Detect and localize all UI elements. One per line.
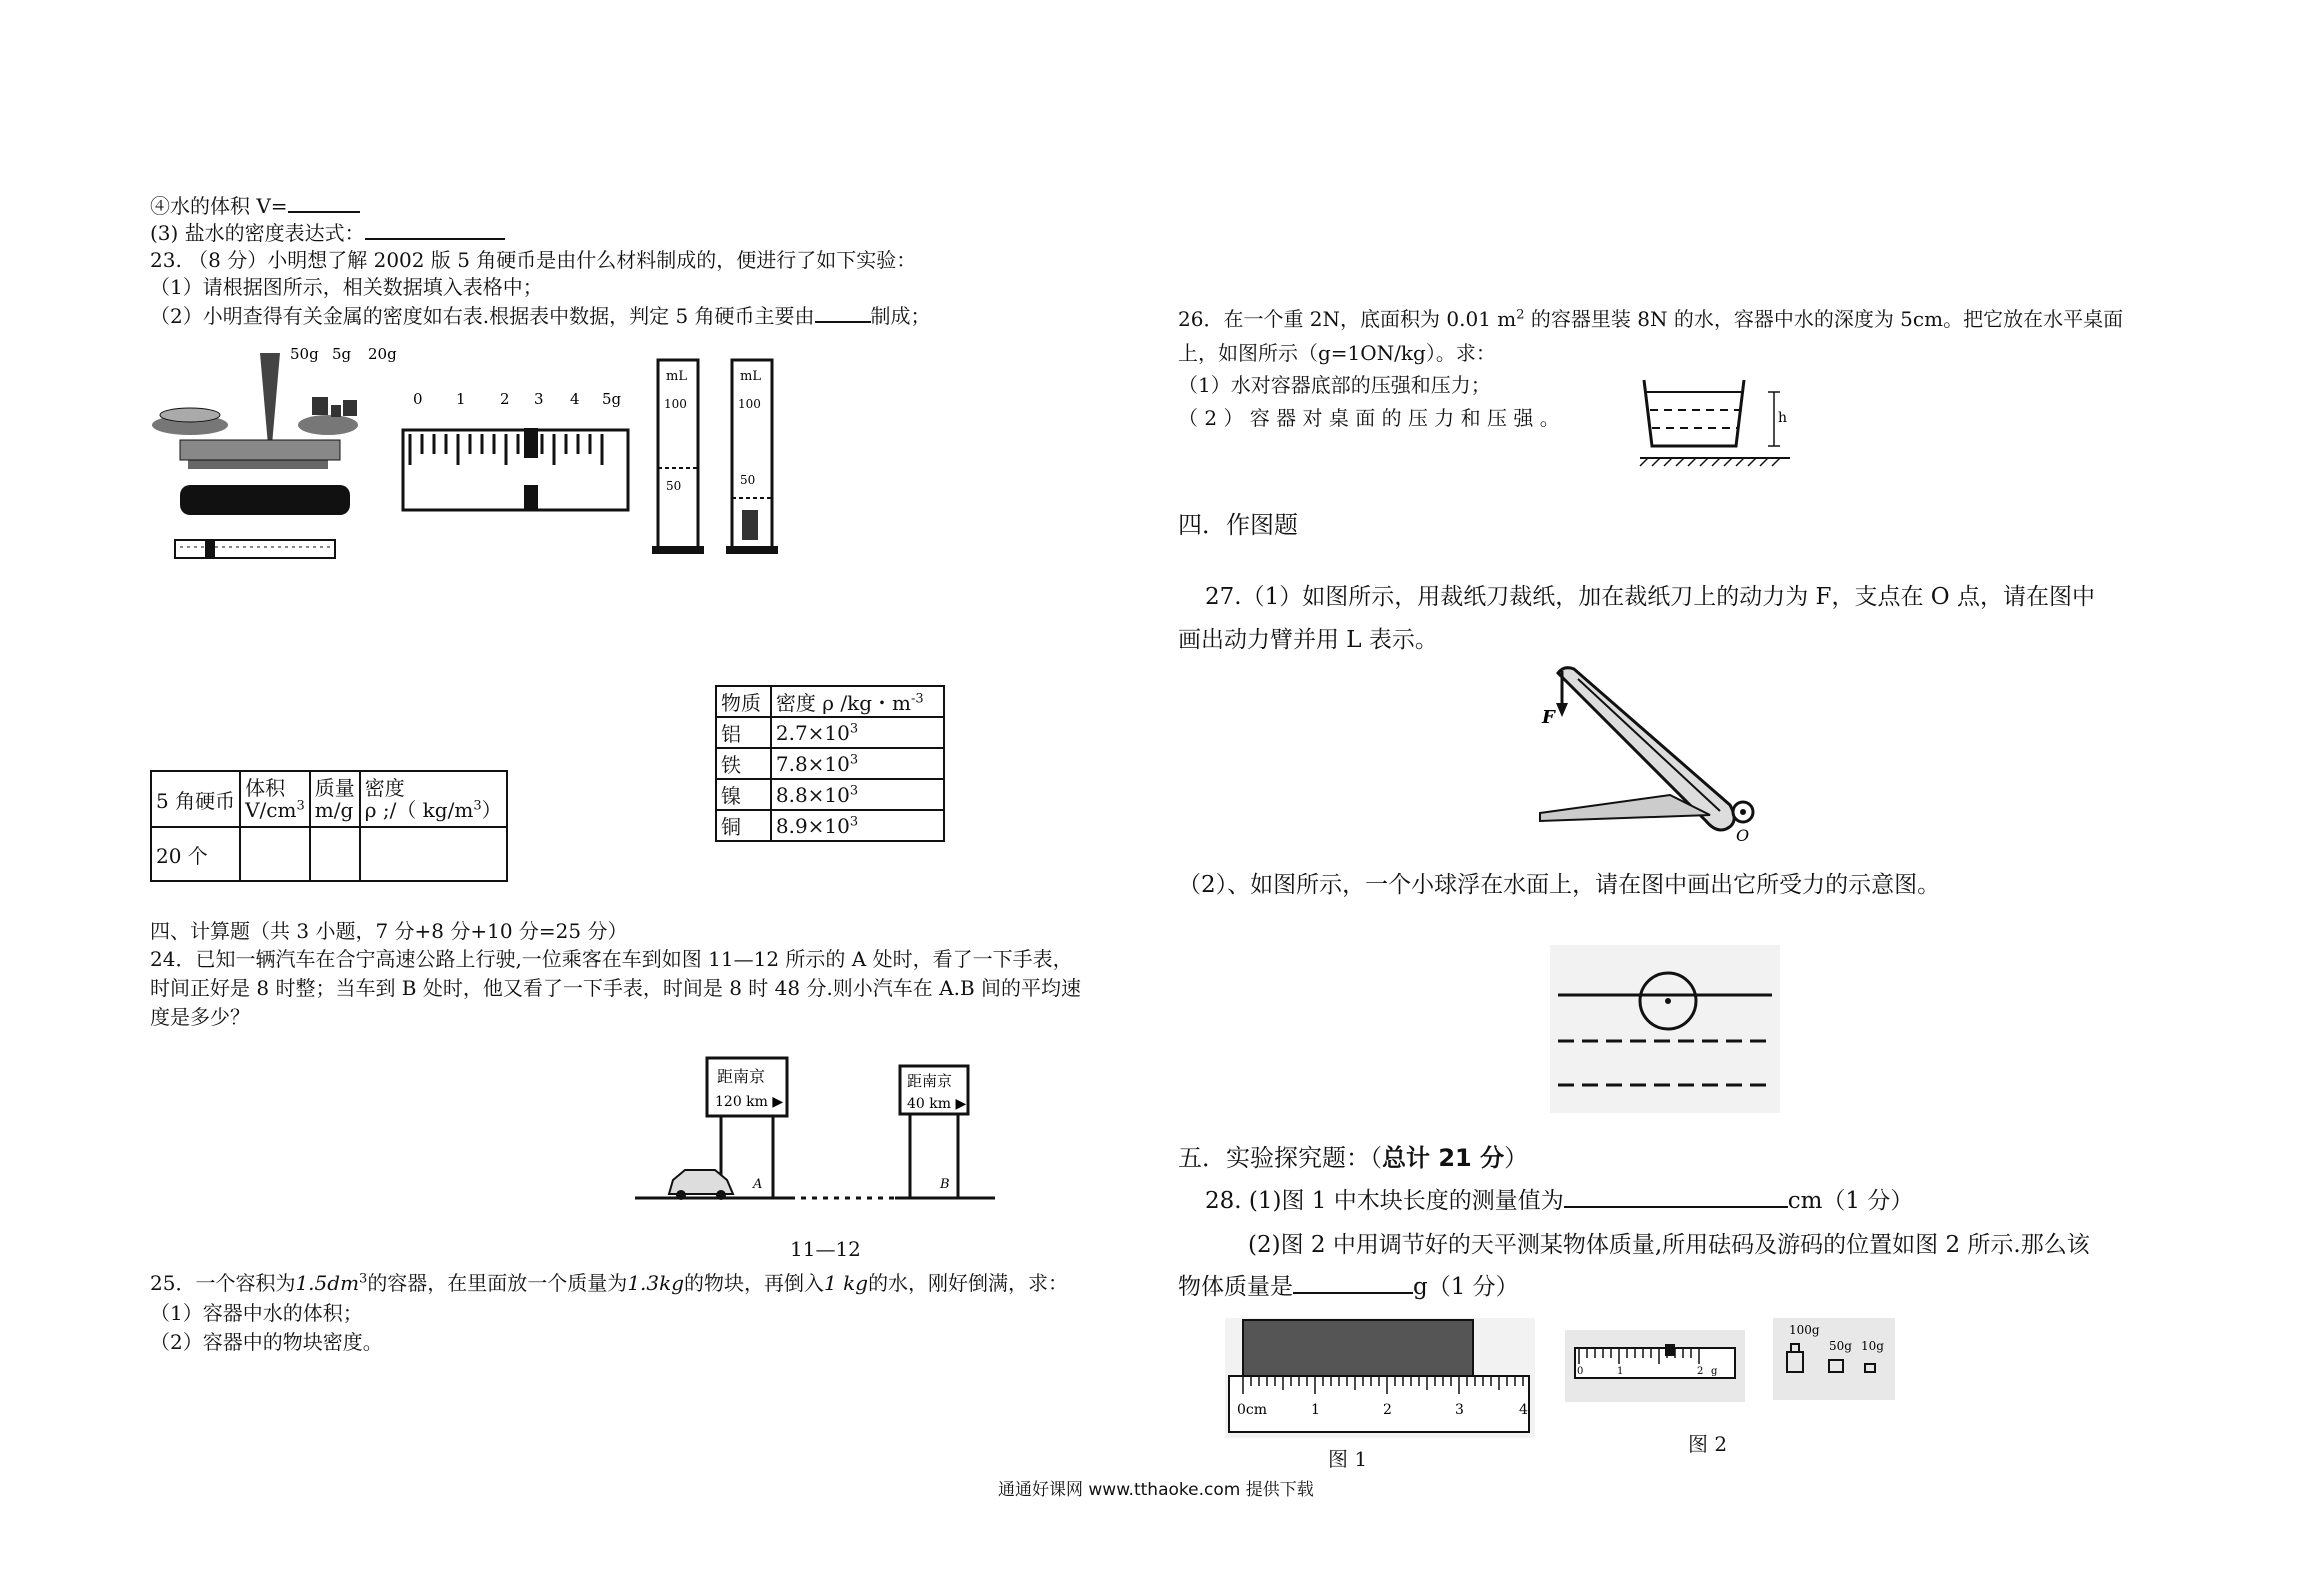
sign-b-title: 距南京 [907, 1072, 953, 1090]
cyl1-mid: 50 [666, 479, 682, 493]
block-ruler-figure [1225, 1318, 1535, 1440]
weight-label-50g: 50g [290, 345, 319, 363]
page-footer: 通通好课网 www.tthaoke.com 提供下载 [998, 1480, 1314, 1500]
coin-header-volume: 体积 $V/cm^3$ [240, 771, 310, 827]
sign-a-title: 距南京 [717, 1067, 766, 1086]
fig2-tick-g: g [1711, 1366, 1718, 1377]
sign-b-point: B [940, 1177, 950, 1192]
q26-line2: 上，如图所示（g=1ON/kg）。求： [1178, 341, 1496, 365]
density-value-fe: $7.8\times 10^3$ [771, 748, 944, 779]
coin-header-mass: 质量 m/g [310, 771, 360, 827]
q27-item2: （2）、如图所示，一个小球浮在水面上，请在图中画出它所受力的示意图。 [1178, 872, 1941, 898]
q26-item1: （1）水对容器底部的压强和压力； [1178, 373, 1491, 397]
coin-header-density: 密度 ρ ;/（ $kg/m^3$） [360, 771, 507, 827]
q28-line1: 28. (1)图 1 中木块长度的测量值为 cm（1 分） [1205, 1188, 1914, 1214]
cyl2-mid: 50 [740, 473, 756, 487]
density-table [715, 685, 945, 842]
pivot-o-label: O [1736, 826, 1750, 845]
density-value-al: $2.7\times 10^3$ [771, 717, 944, 748]
highway-signs-figure [625, 1048, 995, 1208]
fig2-weight-10g: 10g [1861, 1339, 1884, 1353]
density-name-ni: 镍 [716, 779, 771, 810]
q24-line2: 时间正好是 8 时整；当车到 B 处时，他又看了一下手表，时间是 8 时 48 分.则小汽车在 A.B 间的平均速 [150, 976, 1082, 1000]
container-h-label: h [1778, 410, 1788, 426]
weight-label-5g: 5g [332, 345, 352, 363]
cyl1-top: 100 [664, 397, 687, 411]
q22-density-expression: (3) 盐水的密度表达式： [150, 220, 505, 246]
cylinders-figure [650, 350, 790, 560]
coin-header-coin: 5 角硬币 [151, 771, 240, 827]
density-value-ni: $8.8\times 10^3$ [771, 779, 944, 810]
ruler-tick-3: 3 [534, 390, 544, 408]
q23-item1: （1）请根据图所示，相关数据填入表格中； [150, 275, 543, 299]
density-header-substance: 物质 [716, 686, 771, 717]
q25-item2: （2）容器中的物块密度。 [150, 1330, 383, 1354]
q26-item2: （ 2 ） 容 器 对 桌 面 的 压 力 和 压 强 。 [1178, 406, 1560, 430]
q26-line1: 26．在一个重 2N，底面积为 0.01 $m^2$ 的容器里装 8N 的水，容器中水的深度为 5cm。把它放在水平桌面 [1178, 307, 2124, 331]
ruler-tick-5g: 5g [602, 390, 622, 408]
weight-label-20g: 20g [368, 345, 397, 363]
paper-cutter-figure [1530, 655, 1790, 845]
fig2-caption: 图 2 [1688, 1432, 1728, 1456]
fig2-tick-2: 2 [1697, 1366, 1704, 1377]
q27-line1: 27.（1）如图所示，用裁纸刀裁纸，加在裁纸刀上的动力为 F，支点在 O 点，请在图中 [1205, 584, 2095, 610]
density-name-fe: 铁 [716, 748, 771, 779]
q24-line3: 度是多少？ [150, 1005, 250, 1029]
calc-section-title: 四、计算题（共 3 小题，7 分+8 分+10 分=25 分） [150, 919, 628, 943]
q27-line2: 画出动力臂并用 L 表示。 [1178, 627, 1438, 653]
force-f-label: F [1542, 707, 1555, 728]
ruler-tick-2: 2 [500, 390, 510, 408]
q23-title: 23. （8 分）小明想了解 2002 版 5 角硬币是由什么材料制成的，便进行了如下实验： [150, 248, 917, 272]
coin-cell-volume [240, 827, 310, 881]
fig1-tick-0cm: 0cm [1237, 1402, 1268, 1418]
cyl2-top: 100 [738, 397, 761, 411]
fig2-weight-100g: 100g [1789, 1323, 1820, 1337]
density-name-al: 铝 [716, 717, 771, 748]
fig2-weight-50g: 50g [1829, 1339, 1852, 1353]
rider-ruler-figure [400, 390, 635, 520]
q25-item1: （1）容器中水的体积； [150, 1301, 363, 1325]
density-name-cu: 铜 [716, 810, 771, 841]
ruler-tick-1: 1 [456, 390, 466, 408]
density-header-density: 密度 ρ /kg・$m^{-3}$ [771, 686, 944, 717]
floating-ball-figure [1550, 945, 1780, 1115]
container-figure [1640, 370, 1800, 470]
cyl1-unit: mL [666, 369, 687, 384]
coin-cell-density [360, 827, 507, 881]
fig2-weights [1773, 1318, 1895, 1400]
q22-water-volume: ④水的体积 V= [150, 193, 360, 219]
drawing-section-title: 四．作图题 [1178, 511, 1298, 539]
q24-line1: 24．已知一辆汽车在合宁高速公路上行驶,一位乘客在车到如图 11—12 所示的 A 处时，看了一下手表， [150, 947, 1073, 971]
sign-a-point: A [753, 1177, 763, 1192]
experiment-section-title: 五．实验探究题：（总计 21 分） [1178, 1144, 1529, 1172]
q28-line3: 物体质量是 g（1 分） [1178, 1274, 1519, 1300]
ruler-tick-4: 4 [570, 390, 580, 408]
coin-row-count: 20 个 [151, 827, 240, 881]
sign-b-distance: 40 km ▶ [907, 1096, 967, 1112]
coin-cell-mass [310, 827, 360, 881]
fig-11-12-caption: 11—12 [790, 1237, 861, 1261]
density-value-cu: $8.9\times 10^3$ [771, 810, 944, 841]
balance-figure [150, 345, 397, 575]
q28-line2: (2)图 2 中用调节好的天平测某物体质量,所用砝码及游码的位置如图 2 所示.那么该 [1248, 1232, 2090, 1258]
q23-item2: （2）小明查得有关金属的密度如右表.根据表中数据，判定 5 角硬币主要由 制成； [150, 304, 931, 328]
fig1-caption: 图 1 [1328, 1447, 1368, 1471]
fig2-tick-1: 1 [1617, 1366, 1624, 1377]
fig1-tick-1: 1 [1311, 1402, 1320, 1418]
fig1-tick-4: 4 [1519, 1402, 1528, 1418]
sign-a-distance: 120 km ▶ [715, 1094, 784, 1110]
cyl2-unit: mL [740, 369, 761, 384]
fig2-tick-0: 0 [1577, 1366, 1584, 1377]
coin-data-table [150, 770, 508, 882]
fig1-tick-2: 2 [1383, 1402, 1392, 1418]
fig1-tick-3: 3 [1455, 1402, 1464, 1418]
fig2-rider-scale [1565, 1330, 1745, 1402]
ruler-tick-0: 0 [413, 390, 423, 408]
q25-line1: 25．一个容积为$1.5dm^3$的容器，在里面放一个质量为1.3kg的物块，再倒入1 kg的水，刚好倒满，求： [150, 1271, 1069, 1295]
